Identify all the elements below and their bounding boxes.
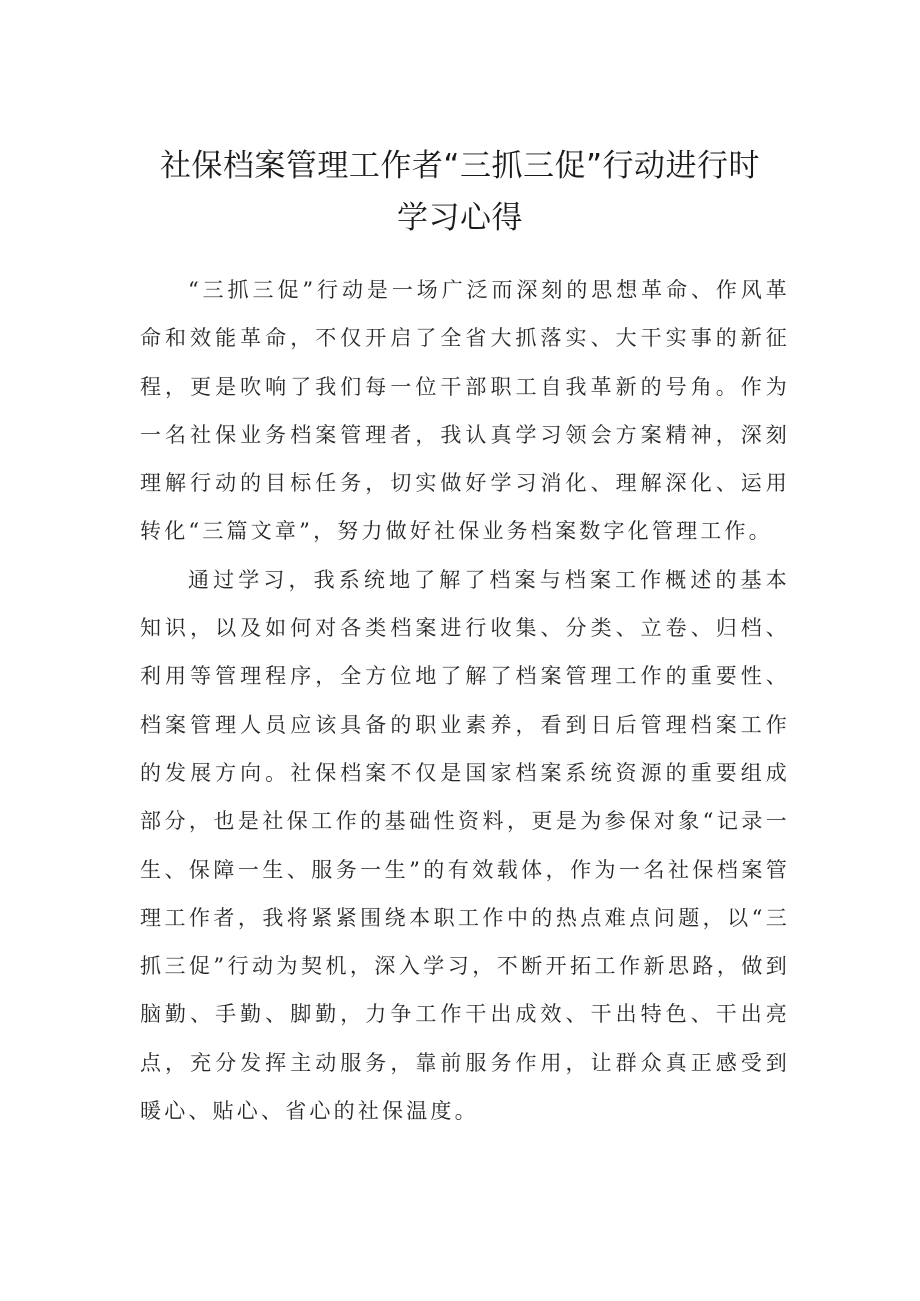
title-line-2: 学习心得 <box>397 200 523 236</box>
document-body <box>140 266 790 1135</box>
title-line-1: 社保档案管理工作者“三抓三促”行动进行时 <box>159 148 761 184</box>
paragraph-1: “三抓三促”行动是一场广泛而深刻的思想革命、作风革命和效能革命，不仅开启了全省大抓落实、大干实事的新征程，更是吹响了我们每一位干部职工自我革新的号角。作为一名社保业务档案管理者，我认真学习领会方案精神，深刻理解行动的目标任务，切实做好学习消化、理解深化、运用转化“三篇文章”，努力做好社保业务档案数字化管理工作。 <box>140 278 790 544</box>
document-title <box>120 140 800 244</box>
paragraph-2: 通过学习，我系统地了解了档案与档案工作概述的基本知识，以及如何对各类档案进行收集、分类、立卷、归档、利用等管理程序，全方位地了解了档案管理工作的重要性、档案管理人员应该具备的职业素养，看到日后管理档案工作的发展方向。社保档案不仅是国家档案系统资源的重要组成部分，也是社保工作的基础性资料，更是为参保对象“记录一生、保障一生、服务一生”的有效载体，作为一名社保档案管理工作者，我将紧紧围绕本职工作中的热点难点问题，以“三抓三促”行动为契机，深入学习，不断开拓工作新思路，做到脑勤、手勤、脚勤，力争工作干出成效、干出特色、干出亮点，充分发挥主动服务，靠前服务作用，让群众真正感受到暖心、贴心、省心的社保温度。 <box>140 567 790 1124</box>
